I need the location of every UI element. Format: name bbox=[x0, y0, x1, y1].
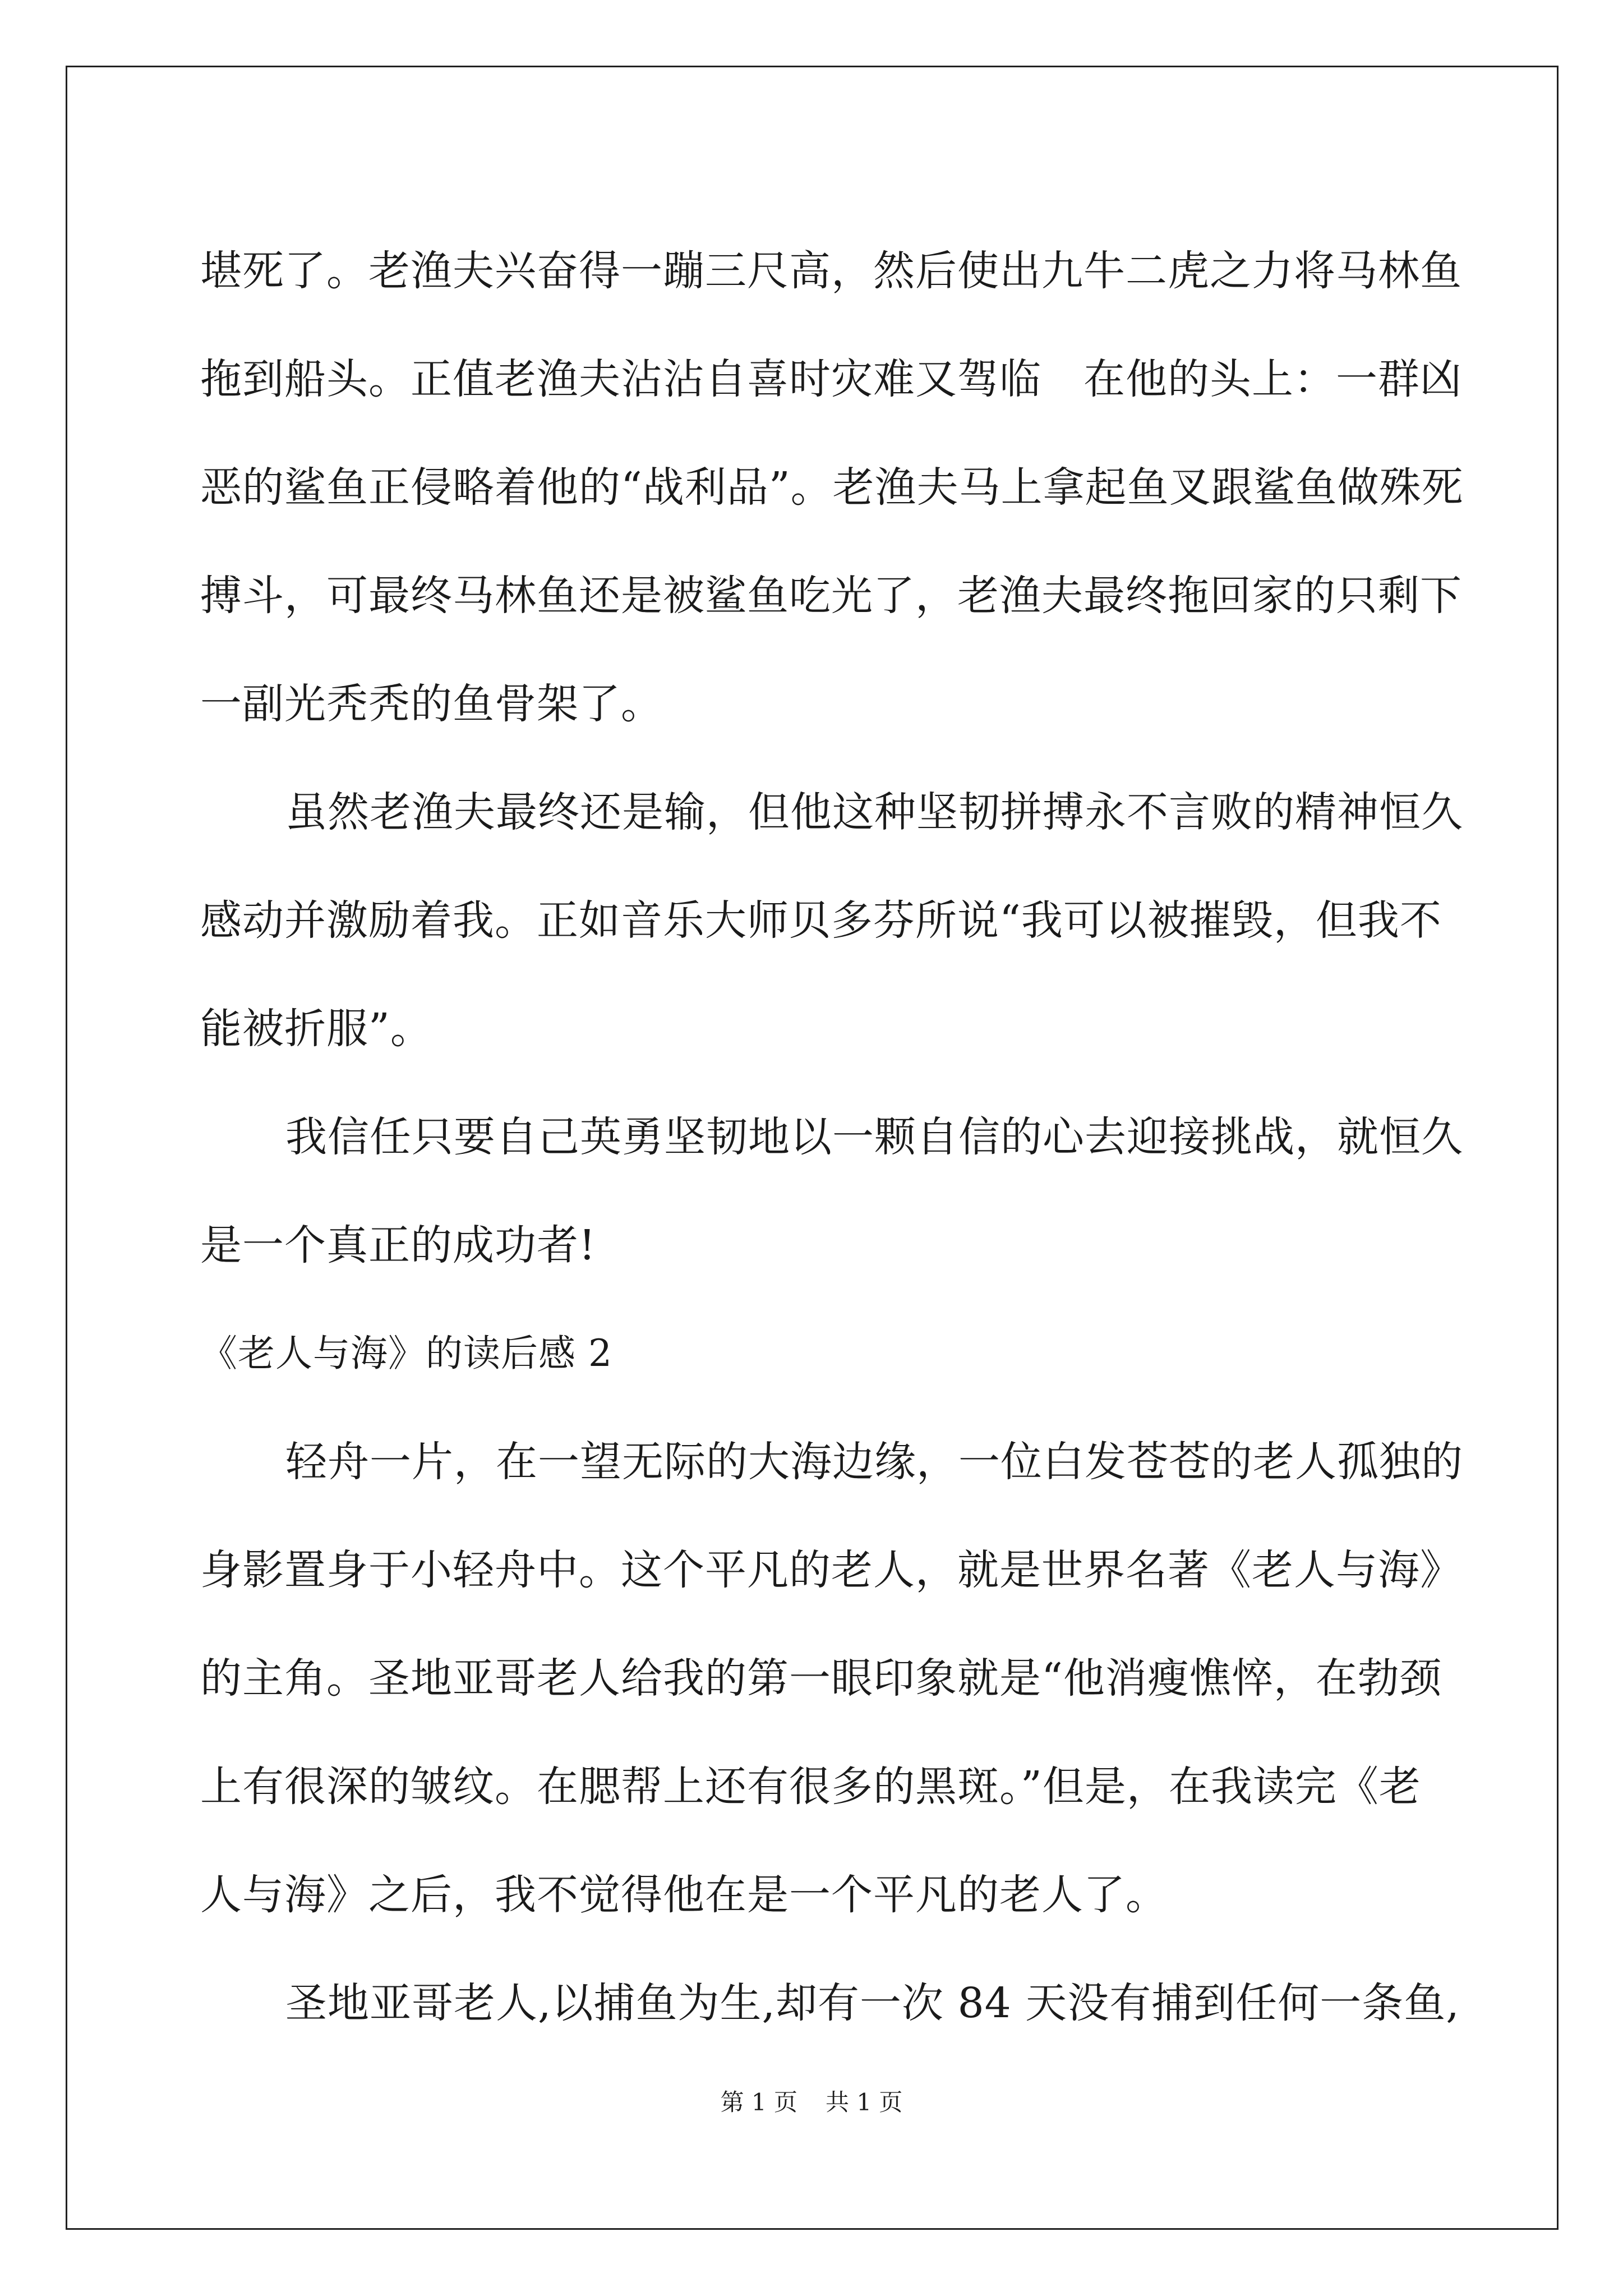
text-line: 是一个真正的成功者! bbox=[200, 1221, 596, 1269]
document-body bbox=[200, 213, 1464, 2054]
text-line: 的主角。圣地亚哥老人给我的第一眼印象就是“他消瘦憔悴，在勃颈 bbox=[200, 1654, 1442, 1703]
text-line: 能被折服”。 bbox=[200, 1004, 432, 1053]
paragraph bbox=[200, 213, 1464, 754]
text-line: 恶的鲨鱼正侵略着他的“战利品”。老渔夫马上拿起鱼叉跟鲨鱼做殊死 bbox=[200, 463, 1464, 512]
text-line: 人与海》之后，我不觉得他在是一个平凡的老人了。 bbox=[200, 1870, 1168, 1919]
page-number: 第 1 页 bbox=[720, 2088, 797, 2116]
page-footer bbox=[0, 2084, 1623, 2118]
text-line: 轻舟一片，在一望无际的大海边缘，一位白发苍苍的老人孤独的 bbox=[285, 1437, 1463, 1486]
section-heading: 《老人与海》的读后感 2 bbox=[200, 1332, 612, 1375]
text-line: 我信任只要自己英勇坚韧地以一颗自信的心去迎接挑战，就恒久 bbox=[285, 1112, 1463, 1161]
paragraph bbox=[200, 1945, 1460, 2054]
paragraph bbox=[200, 1404, 1463, 1945]
text-line: 一副光秃秃的鱼骨架了。 bbox=[200, 679, 663, 728]
text-line: 拖到船头。正值老渔夫沾沾自喜时灾难又驾临 在他的头上：一群凶 bbox=[200, 355, 1462, 403]
text-line: 堪死了。老渔夫兴奋得一蹦三尺高，然后使出九牛二虎之力将马林鱼 bbox=[200, 246, 1462, 295]
text-line: 虽然老渔夫最终还是输，但他这种坚韧拼搏永不言败的精神恒久 bbox=[285, 788, 1463, 836]
text-line: 上有很深的皱纹。在腮帮上还有很多的黑斑。”但是，在我读完《老 bbox=[200, 1762, 1421, 1811]
page-total: 共 1 页 bbox=[826, 2088, 903, 2116]
text-line: 圣地亚哥老人,以捕鱼为生,却有一次 84 天没有捕到任何一条鱼, bbox=[285, 1978, 1460, 2027]
text-line: 感动并激励着我。正如音乐大师贝多芬所说“我可以被摧毁，但我不 bbox=[200, 896, 1442, 945]
paragraph bbox=[200, 1079, 1463, 1296]
paragraph bbox=[200, 754, 1463, 1079]
text-line: 身影置身于小轻舟中。这个平凡的老人，就是世界名著《老人与海》 bbox=[200, 1545, 1462, 1594]
text-line: 搏斗，可最终马林鱼还是被鲨鱼吃光了，老渔夫最终拖回家的只剩下 bbox=[200, 571, 1462, 620]
